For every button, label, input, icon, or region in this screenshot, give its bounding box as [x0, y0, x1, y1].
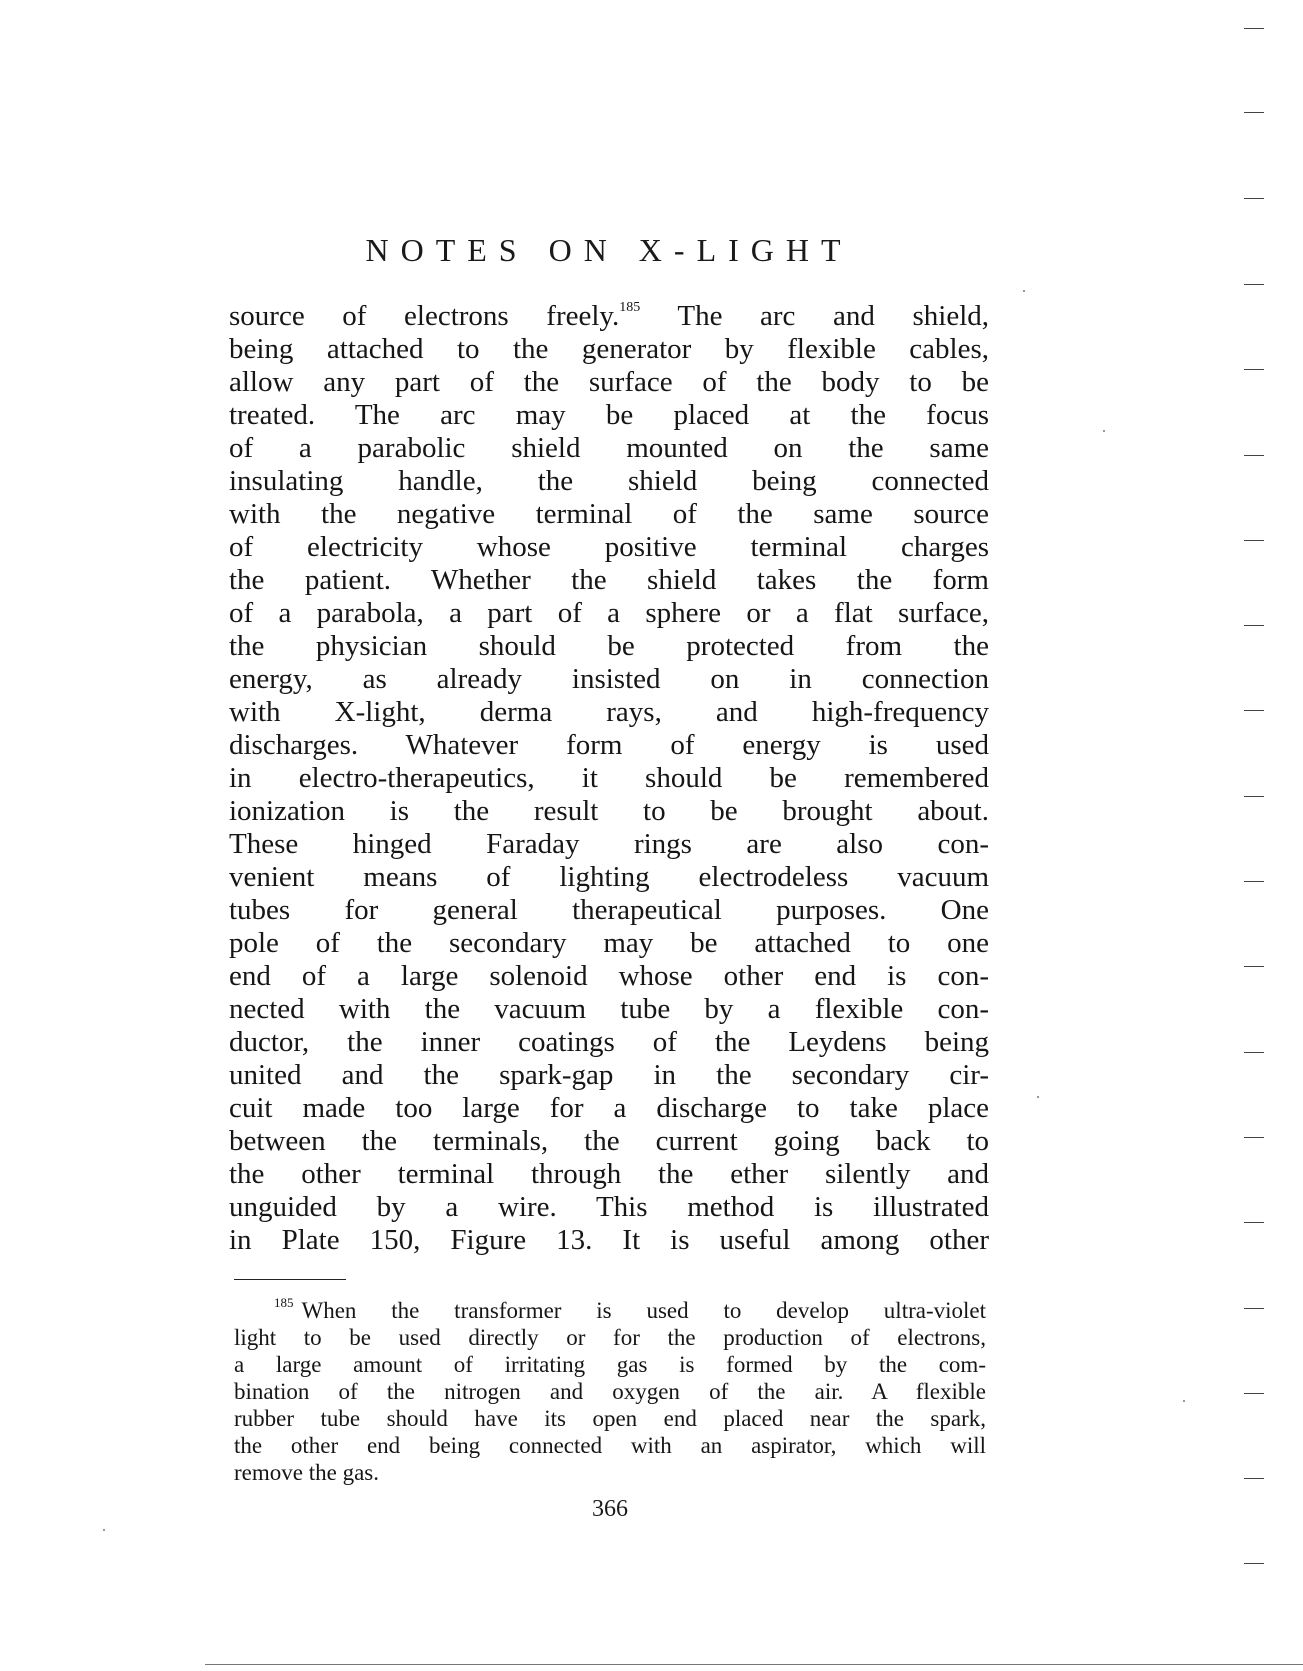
scan-speck [103, 1529, 105, 1531]
margin-tick [1244, 1478, 1264, 1479]
margin-tick [1244, 284, 1264, 285]
body-line: of a parabolic shield mounted on the same [229, 432, 989, 464]
body-line: unguided by a wire. This method is illustrated [229, 1191, 989, 1223]
body-line: cuit made too large for a discharge to take place [229, 1092, 989, 1124]
body-line: the other terminal through the ether silently and [229, 1158, 989, 1190]
margin-tick [1244, 1052, 1264, 1053]
body-line: venient means of lighting electrodeless vacuum [229, 861, 989, 893]
body-line: of a parabola, a part of a sphere or a flat surface, [229, 597, 989, 629]
footnote-line: a large amount of irritating gas is formed by the com- [234, 1352, 986, 1377]
scan-edge-line [205, 1664, 1303, 1665]
footnote [234, 1297, 986, 1486]
footnote-number: 185 [274, 1295, 294, 1310]
body-line: in electro-therapeutics, it should be remembered [229, 762, 989, 794]
body-line: between the terminals, the current going back to [229, 1125, 989, 1157]
body-line: energy, as already insisted on in connection [229, 663, 989, 695]
body-line: discharges. Whatever form of energy is used [229, 729, 989, 761]
scan-speck [1037, 1096, 1039, 1098]
body-line: of electricity whose positive terminal charges [229, 531, 989, 563]
body-line: with the negative terminal of the same source [229, 498, 989, 530]
scan-speck [1023, 290, 1025, 292]
footnote-line: bination of the nitrogen and oxygen of the air. A flexible [234, 1379, 986, 1404]
margin-tick [1244, 455, 1264, 456]
margin-tick [1244, 881, 1264, 882]
body-line: ionization is the result to be brought about. [229, 795, 989, 827]
footnote-line: remove the gas. [234, 1460, 379, 1485]
margin-tick [1244, 1563, 1264, 1564]
running-head: NOTES ON X-LIGHT [365, 232, 853, 268]
body-line: being attached to the generator by flexible cables, [229, 333, 989, 365]
page-number: 366 [592, 1496, 628, 1522]
body-line: the physician should be protected from the [229, 630, 989, 662]
margin-tick [1244, 1393, 1264, 1394]
body-line: united and the spark-gap in the secondary cir- [229, 1059, 989, 1091]
margin-tick [1244, 625, 1264, 626]
body-line: in Plate 150, Figure 13. It is useful among other [229, 1224, 989, 1256]
footnote-line: rubber tube should have its open end placed near the spark, [234, 1406, 986, 1431]
body-line: tubes for general therapeutical purposes. One [229, 894, 989, 926]
scan-speck [1183, 1400, 1185, 1402]
margin-tick [1244, 710, 1264, 711]
body-line: insulating handle, the shield being connected [229, 465, 989, 497]
margin-tick [1244, 1222, 1264, 1223]
body-line: end of a large solenoid whose other end is con- [229, 960, 989, 992]
body-line: with X-light, derma rays, and high-frequency [229, 696, 989, 728]
body-line: the patient. Whether the shield takes the form [229, 564, 989, 596]
margin-tick [1244, 796, 1264, 797]
footnote-line: the other end being connected with an aspirator, which will [234, 1433, 986, 1458]
margin-tick [1244, 198, 1264, 199]
margin-tick [1244, 112, 1264, 113]
body-line: allow any part of the surface of the body to be [229, 366, 989, 398]
body-line: ductor, the inner coatings of the Leydens being [229, 1026, 989, 1058]
body-line: nected with the vacuum tube by a flexible con- [229, 993, 989, 1025]
scan-speck [1103, 430, 1105, 432]
body-line: pole of the secondary may be attached to one [229, 927, 989, 959]
margin-tick [1244, 28, 1264, 29]
margin-tick [1244, 540, 1264, 541]
body-line: treated. The arc may be placed at the focus [229, 399, 989, 431]
margin-tick [1244, 1137, 1264, 1138]
margin-tick [1244, 966, 1264, 967]
body-line: These hinged Faraday rings are also con- [229, 828, 989, 860]
footnote-reference[interactable]: 185 [619, 300, 641, 315]
body-text [229, 300, 989, 1257]
footnote-line: $^{185}$ When the transformer is used to develop ultra-violet [274, 1295, 986, 1323]
margin-tick [1244, 1308, 1264, 1309]
margin-tick [1244, 369, 1264, 370]
body-line: source of electrons freely.$^{185}$ The arc and shield, [229, 300, 990, 332]
footnote-rule [234, 1279, 346, 1280]
footnote-line: light to be used directly or for the production of electrons, [234, 1325, 986, 1350]
